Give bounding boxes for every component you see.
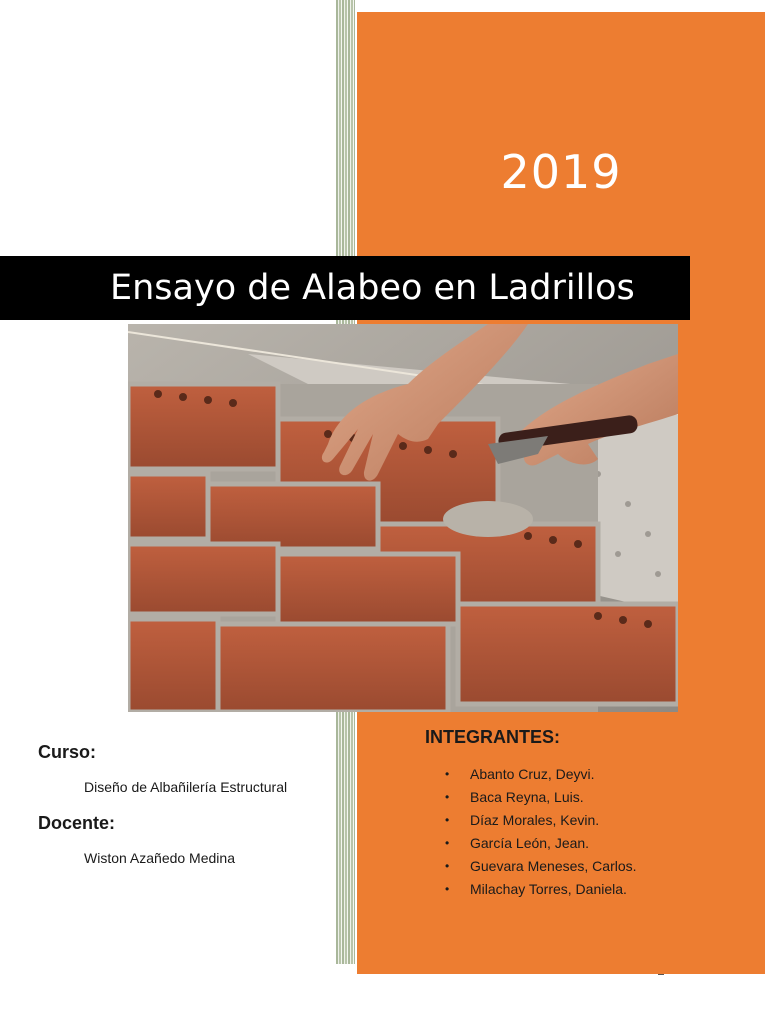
member-name: Díaz Morales, Kevin.: [470, 812, 600, 828]
bullet-icon: •: [445, 859, 450, 873]
document-title: Ensayo de Alabeo en Ladrillos: [110, 268, 635, 308]
page-mark: [658, 974, 664, 975]
course-name: Diseño de Albañilería Estructural: [84, 779, 288, 795]
member-name: Guevara Meneses, Carlos.: [470, 858, 637, 874]
list-item: [445, 810, 637, 833]
bullet-icon: •: [445, 813, 450, 827]
list-item: [445, 764, 637, 787]
teacher-label: Docente:: [38, 813, 116, 833]
members-title: INTEGRANTES:: [425, 727, 560, 747]
member-name: Abanto Cruz, Deyvi.: [470, 766, 595, 782]
list-item: [445, 833, 637, 856]
list-item: [445, 879, 637, 902]
course-label: Curso:: [38, 742, 96, 762]
bullet-icon: •: [445, 882, 450, 896]
list-item: [445, 856, 637, 879]
list-item: [445, 787, 637, 810]
bullet-icon: •: [445, 836, 450, 850]
member-name: García León, Jean.: [470, 835, 590, 851]
bricklaying-photo: [128, 324, 678, 712]
teacher-name: Wiston Azañedo Medina: [84, 850, 235, 866]
bullet-icon: •: [445, 790, 450, 804]
members-list: [445, 764, 637, 902]
member-name: Baca Reyna, Luis.: [470, 789, 584, 805]
bullet-icon: •: [445, 767, 450, 781]
member-name: Milachay Torres, Daniela.: [470, 881, 627, 897]
title-bar: [0, 256, 690, 320]
year: 2019: [500, 145, 622, 199]
